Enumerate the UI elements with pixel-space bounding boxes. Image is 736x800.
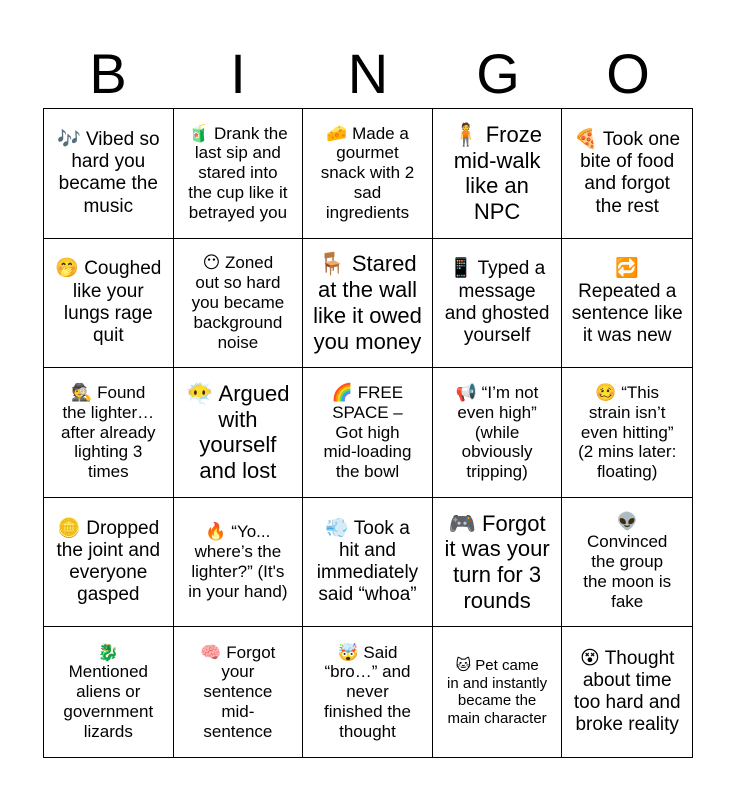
cell-last-sip[interactable] [174,109,304,239]
cell-text: 🌈 FREE SPACE – Got high mid-loading the bowl [323,382,412,482]
cell-text: 👽 Convinced the group the moon is fake [583,512,672,611]
cell-text: 🐉 Mentioned aliens or government lizards [63,642,154,741]
cell-found-lighter[interactable] [44,368,174,498]
cell-coughed[interactable] [44,239,174,369]
cell-text: 📢 “I’m not even high” (while obviously tripping) [455,382,539,482]
cell-text: 🎮 Forgot it was your turn for 3 rounds [444,510,550,613]
header-letter-b: B [89,42,127,105]
cell-took-hit[interactable] [303,498,433,628]
cell-aliens-lizards[interactable] [44,627,174,757]
cell-said-bro[interactable] [303,627,433,757]
cell-text: 😶 Zoned out so hard you became background noise [191,253,285,352]
cell-moon-fake[interactable] [562,498,692,628]
header-letter-g: G [476,42,520,105]
cell-text: 🤯 Said “bro…” and never finished the thought [324,642,411,741]
cell-forgot-sentence[interactable] [174,627,304,757]
cell-text: 🧃 Drank the last sip and stared into the cup like it betrayed you [188,123,288,223]
cell-pet-main-character[interactable] [433,627,563,757]
cell-text: 🪑 Stared at the wall like it owed you money [313,251,422,354]
cell-text: 🧍 Froze mid-walk like an NPC [452,121,542,225]
cell-text: 🔁 Repeated a sentence like it was new [571,258,683,347]
cell-froze-npc[interactable] [433,109,563,239]
cell-vibed-music[interactable] [44,109,174,239]
cell-text: 💨 Took a hit and immediately said “whoa” [316,517,419,606]
cell-not-even-high[interactable] [433,368,563,498]
cell-forgot-turn[interactable] [433,498,563,628]
cell-gourmet-snack[interactable] [303,109,433,239]
cell-text: 🧠 Forgot your sentence mid- sentence [200,642,276,741]
cell-broke-reality[interactable] [562,627,692,757]
cell-zoned-out[interactable] [174,239,304,369]
cell-free-space[interactable] [303,368,433,498]
cell-text: 🤭 Coughed like your lungs rage quit [55,258,162,347]
cell-wheres-lighter[interactable] [174,498,304,628]
cell-text: 😶‍🌫️ Argued with yourself and lost [186,381,290,484]
header-letter-o: O [606,42,650,105]
cell-typed-message[interactable] [433,239,563,369]
cell-text: 🎶 Vibed so hard you became the music [57,128,160,217]
bingo-header [43,40,693,108]
cell-text: 🧀 Made a gourmet snack with 2 sad ingredients [320,123,415,223]
cell-text: 🔥 “Yo... where’s the lighter?” (It's in your hand) [188,522,288,601]
cell-dropped-joint[interactable] [44,498,174,628]
cell-stared-wall[interactable] [303,239,433,369]
cell-text: 🥴 “This strain isn’t even hitting” (2 mins later: floating) [578,382,677,482]
cell-text: 🕵️ Found the lighter… after already lighting 3 times [61,382,156,482]
cell-text: 😵 Thought about time too hard and broke reality [573,647,681,736]
header-letter-n: N [347,42,389,105]
cell-text: 🍕 Took one bite of food and forgot the rest [574,128,681,217]
bingo-board [43,108,693,758]
cell-text: 🐱 Pet came in and instantly became the main character [447,657,548,727]
cell-argued-yourself[interactable] [174,368,304,498]
header-letter-i: I [230,42,246,105]
cell-text: 🪙 Dropped the joint and everyone gasped [56,517,161,606]
cell-repeated-sentence[interactable] [562,239,692,369]
cell-text: 📱 Typed a message and ghosted yourself [444,258,550,347]
cell-strain-not-hitting[interactable] [562,368,692,498]
cell-one-bite[interactable] [562,109,692,239]
